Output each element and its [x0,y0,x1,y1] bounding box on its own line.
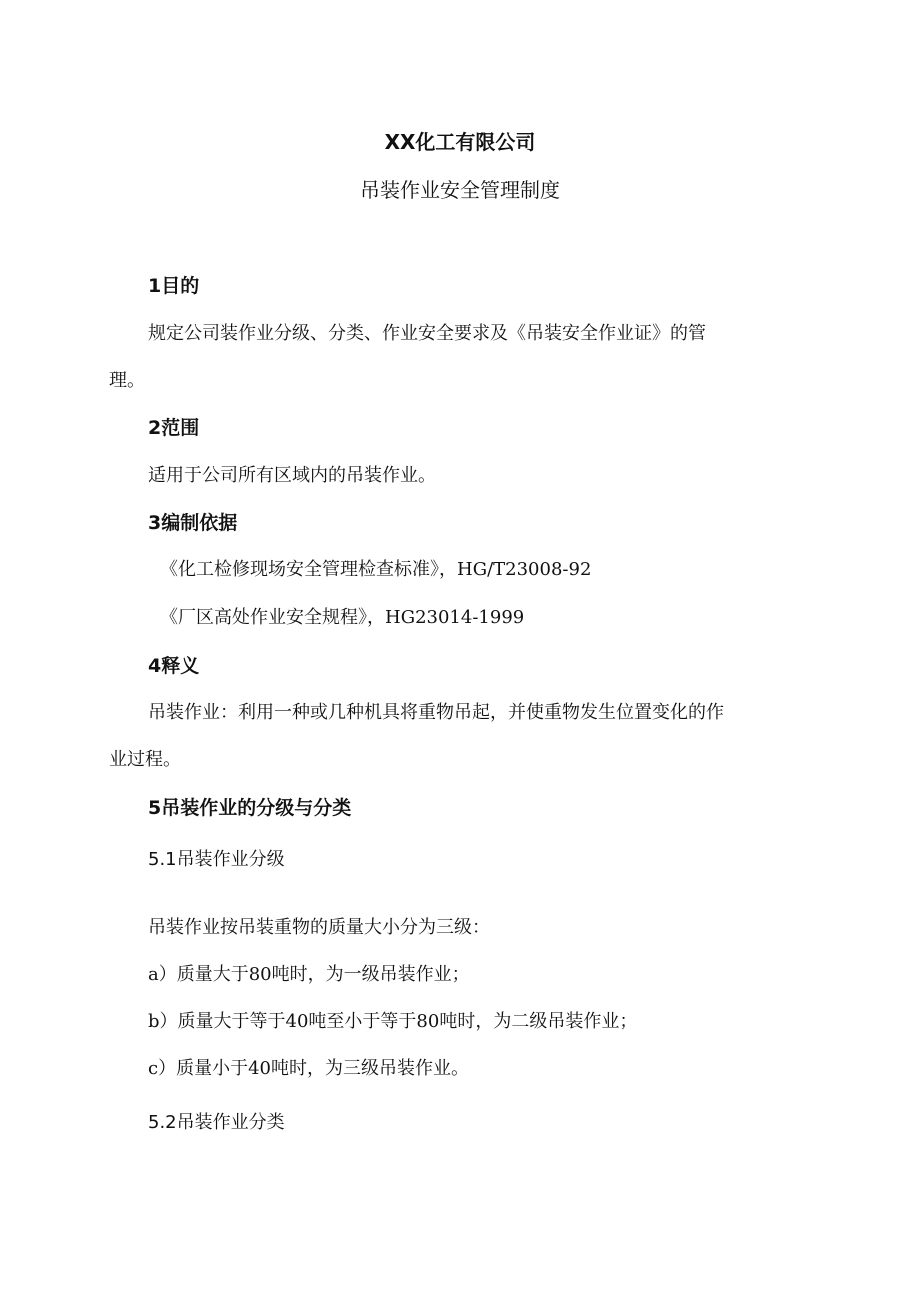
subsection-5-2-title: 5.2吊装作业分类 [148,1112,285,1133]
purpose-text-line1: 规定公司装作业分级、分类、作业安全要求及《吊装安全作业证》的管 [148,323,706,344]
section-heading-purpose: 1目的 [148,275,200,297]
scope-text: 适用于公司所有区域内的吊装作业。 [148,465,436,486]
section-heading-definition: 4释义 [148,655,200,677]
basis-reference-2: 《厂区高处作业安全规程》，HG23014-1999 [160,607,525,628]
list-item-b: b）质量大于等于40吨至小于等于80吨时，为二级吊装作业； [148,1011,638,1032]
list-item-a: a）质量大于80吨时，为一级吊装作业； [148,964,470,985]
document-title: 吊装作业安全管理制度 [360,178,560,202]
section-heading-classification: 5吊装作业的分级与分类 [148,797,352,819]
company-name: XX化工有限公司 [384,130,536,154]
classification-intro: 吊装作业按吊装重物的质量大小分为三级： [148,917,490,938]
basis-reference-1: 《化工检修现场安全管理检查标准》，HG/T23008-92 [160,559,592,580]
section-heading-basis: 3编制依据 [148,512,238,534]
purpose-text-line2: 理。 [109,370,145,391]
section-heading-scope: 2范围 [148,417,200,439]
list-item-c: c）质量小于40吨时，为三级吊装作业。 [148,1058,469,1079]
definition-text-line2: 业过程。 [109,749,181,770]
definition-text-line1: 吊装作业：利用一种或几种机具将重物吊起，并使重物发生位置变化的作 [148,702,724,723]
subsection-5-1-title: 5.1吊装作业分级 [148,849,285,870]
